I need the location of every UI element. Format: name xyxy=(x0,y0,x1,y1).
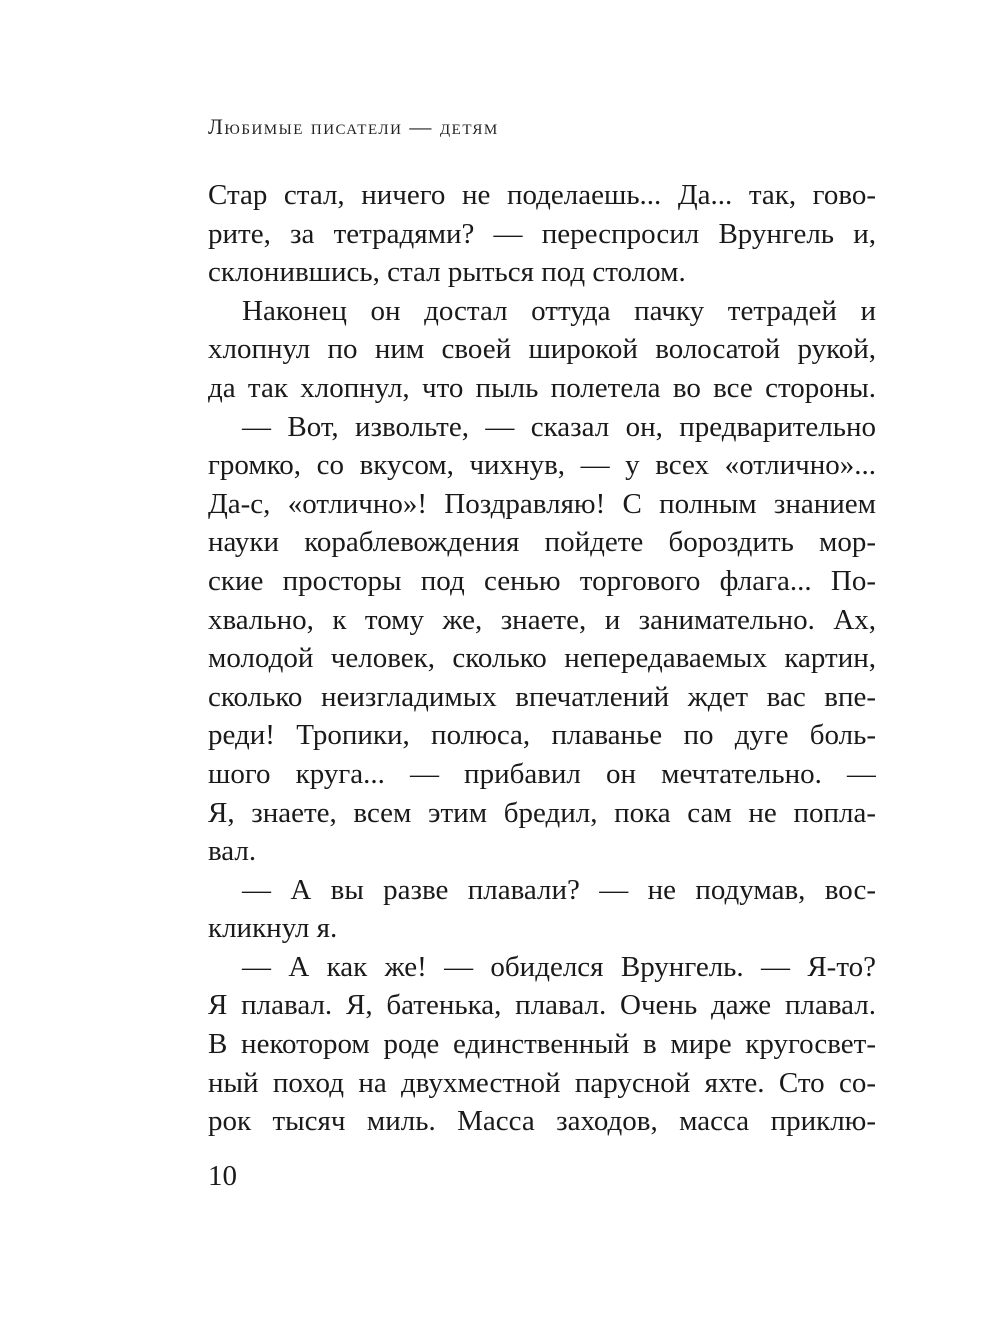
body-text xyxy=(208,176,876,1141)
text-line: ские просторы под сенью торгового флага... По- xyxy=(208,564,876,597)
paragraph xyxy=(208,408,876,871)
text-line: — А вы разве плавали? — не подумав, вос- xyxy=(242,873,876,906)
text-line: ный поход на двухместной парусной яхте. Сто со- xyxy=(208,1066,876,1099)
text-line: да так хлопнул, что пыль полетела во все стороны. xyxy=(208,371,876,404)
text-line: кликнул я. xyxy=(208,912,338,945)
text-line: хлопнул по ним своей широкой волосатой рукой, xyxy=(208,333,876,366)
text-line: склонившись, стал рыться под столом. xyxy=(208,256,686,289)
text-line: Стар стал, ничего не поделаешь... Да... так, гово- xyxy=(208,179,876,211)
paragraph xyxy=(208,871,876,948)
running-head: Любимые писатели — детям xyxy=(208,114,499,139)
paragraph xyxy=(208,292,876,408)
text-line: шого круга... — прибавил он мечтательно. — xyxy=(208,757,876,790)
text-line: вал. xyxy=(208,835,257,868)
page-number: 10 xyxy=(208,1160,237,1192)
text-line: реди! Тропики, полюса, плаванье по дуге боль- xyxy=(208,719,876,752)
text-line: молодой человек, сколько непередаваемых картин, xyxy=(208,642,876,675)
text-line: сколько неизгладимых впечатлений ждет вас впе- xyxy=(208,680,876,713)
text-line: науки кораблевождения пойдете бороздить мор- xyxy=(208,526,876,559)
text-line: рок тысяч миль. Масса заходов, масса приклю- xyxy=(208,1105,876,1138)
text-line: рите, за тетрадями? — переспросил Врунгель и, xyxy=(208,217,876,250)
text-line: В некотором роде единственный в мире кругосвет- xyxy=(208,1028,876,1061)
text-line: Наконец он достал оттуда пачку тетрадей и xyxy=(242,294,876,327)
text-line: громко, со вкусом, чихнув, — у всех «отлично»... xyxy=(208,449,876,482)
text-line: Я, знаете, всем этим бредил, пока сам не попла- xyxy=(208,796,876,829)
paragraph xyxy=(208,176,876,292)
text-line: Я плавал. Я, батенька, плавал. Очень даже плавал. xyxy=(208,989,876,1022)
text-line: — А как же! — обиделся Врунгель. — Я-то? xyxy=(242,950,876,983)
text-line: Да-с, «отлично»! Поздравляю! С полным знанием xyxy=(208,487,876,520)
paragraph xyxy=(208,948,876,1141)
text-line: — Вот, извольте, — сказал он, предварительно xyxy=(242,410,876,443)
text-line: хвально, к тому же, знаете, и занимательно. Ах, xyxy=(208,603,876,636)
